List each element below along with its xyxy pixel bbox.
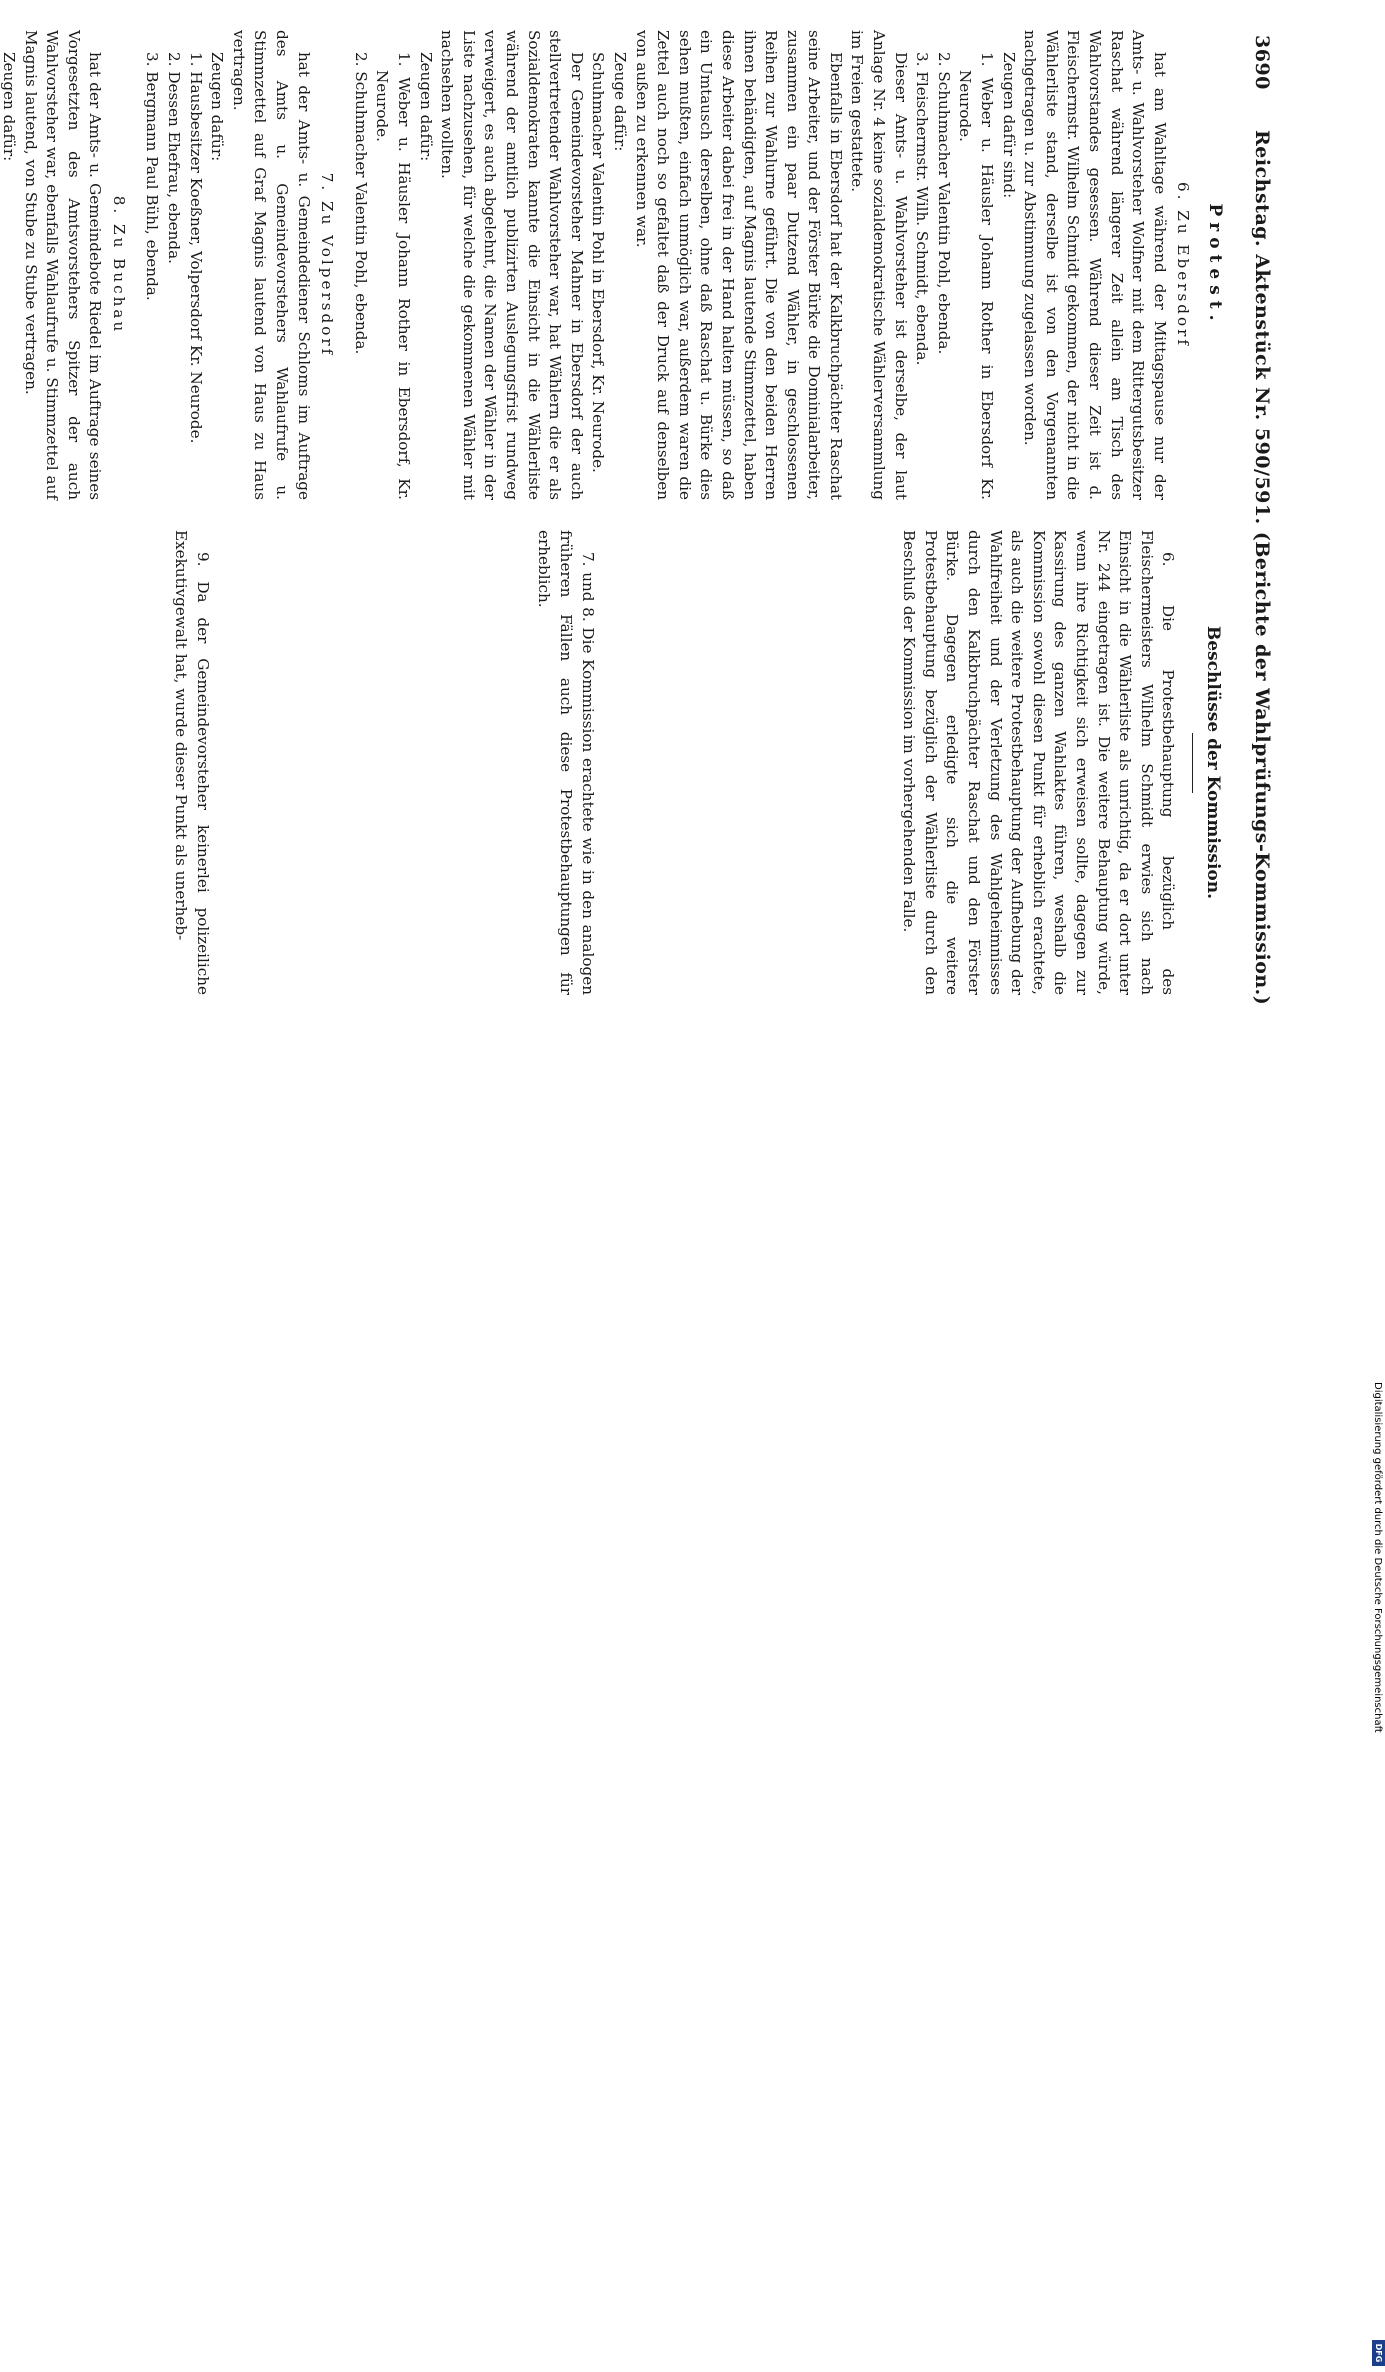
section-7-witness-3: 3. Bergmann Paul Bühl, ebenda. — [143, 52, 162, 301]
section-6-witness-3: 3. Fleischermstr. Wilh. Schmidt, ebenda. — [913, 52, 932, 366]
heading-rule — [1192, 733, 1193, 793]
section-6-heading: 6. Zu Ebersdorf — [1174, 181, 1193, 349]
footer-text: Digitalisierung gefördert durch die Deutsche Forschungsgemeinschaft — [1372, 1382, 1383, 1733]
decision-9: 9. Da der Gemeindevorsteher keinerlei polizeiliche Exekutivgewalt hat, wurde dieser Punkt als unerheb- — [172, 530, 212, 995]
section-6-witness-1: 1. Weber u. Häusler Johann Rother in Ebersdorf Kr. Neurode. — [956, 52, 997, 500]
section-6-witness-single: Schuhmacher Valentin Pohl in Ebersdorf, Kr. Neurode. — [589, 52, 608, 473]
section-6-witness-2: 2. Schuhmacher Valentin Pohl, ebenda. — [934, 52, 953, 355]
protest-column — [0, 30, 1233, 500]
commission-heading: Beschlüsse der Kommission. — [1203, 625, 1223, 900]
section-7-text: hat der Amts- u. Gemeindediener Schloms im Auftrage des Amts u. Gemeindevorstehers Wahlaufrufe u. Stimmzettel auf Graf Magnis lautend von Haus zu Haus vertragen. — [229, 30, 313, 500]
section-6-witness-3-2: 2. Schuhmacher Valentin Pohl, ebenda. — [351, 52, 370, 355]
section-6-extra-2: Ebenfalls in Ebersdorf hat der Kalkbruchpächter Raschat seine Arbeiter, und der Förster Bürke die Dominialarbeiter, zusammen ein paar Dutzend Wähler, in geschlossenen Reihen zur Wahlurne geführt. Die von den beiden Herren ihnen behändigten, auf Magnis lautende Stimmzettel, haben diese Arbeiter dabei frei in der Hand halten müssen, so daß ein Umtausch derselben, ohne daß Raschat u. Bürke dies sehen mußten, einfach unmöglich war, außerdem waren die Zettel auch noch so gefaltet daß der Druck auf denselben von außen zu erkennen war. — [632, 30, 845, 500]
page-number: 3690 — [1251, 35, 1273, 90]
digitization-footer — [1363, 1372, 1383, 2372]
commission-column — [170, 530, 1233, 995]
decision-6: 6. Die Protestbehauptung bezüglich des Fleischermeisters Wilhelm Schmidt erwies sich nach Einsicht in die Wählerliste als unrichtig, da er dort unter Nr. 244 eingetragen ist. Die weitere Behauptung würde, wenn ihre Richtigkeit sich erweisen sollte, dagegen zur Kassirung des ganzen Wahlaktes führen, weshalb die Kommission sowohl diesen Punkt für erheblich erachtete, als auch die weitere Protestbehauptung der Aufhebung der Wahlfreiheit und der Verletzung des Wahlgeheimnisses durch den Kalkbruchpächter Raschat und den Förster Bürke. Dagegen erledigte sich die weitere Protestbehauptung bezüglich der Wählerliste durch den Beschluß der Kommission im vorhergehenden Falle. — [900, 530, 1178, 995]
section-8-text: hat der Amts- u. Gemeindebote Riedel im Auftrage seines Vorgesetzten des Amtsvorstehers Spitzer der auch Wahlvorsteher war, ebenfalls Wahlaufrufe u. Stimmzettel auf Magnis lautend, von Stube zu Stube vertragen. — [21, 30, 105, 500]
section-7-witness-1: 1. Hausbesitzer Koeßner, Volpersdorf Kr. Neurode. — [186, 52, 205, 444]
section-7-witness-2: 2. Dessen Ehefrau, ebenda. — [165, 52, 184, 264]
page-header-title: Reichstag. Aktenstück Nr. 590/591. (Berichte der Wahlprüfungs-Kommission.) — [1251, 130, 1273, 1006]
dfg-logo: DFG — [1372, 2340, 1385, 2366]
section-8-witness-label: Zeugen dafür: — [0, 52, 18, 162]
section-7-heading: 7. Zu Volpersdorf — [318, 172, 337, 358]
section-8-heading: 8. Zu Buchau — [109, 195, 128, 335]
section-6-extra-1: Dieser Amts- u. Wahlvorsteher ist derselbe, der laut Anlage Nr. 4 keine sozialdemokratische Wählerversammlung im Freien gestattete. — [848, 30, 910, 500]
page-header — [1241, 35, 1281, 1006]
section-6-witness-3-1: 1. Weber u. Häusler Johann Rother in Ebersdorf, Kr. Neurode. — [373, 52, 414, 500]
section-6-text: hat am Wahltage während der Mittagspause nur der Amts- u. Wahlvorsteher Wolfner mit dem Rittergutsbesitzer Raschat während längerer Zeit allein am Tisch des Wahlvorstandes gesessen. Während dieser Zeit ist d. Fleischermstr. Wilhelm Schmidt gekommen, der nicht in die Wählerliste stand, derselbe ist von den Vorgenannten nachgetragen u. zur Abstimmung zugelassen worden. — [1021, 30, 1169, 500]
section-6-witness-label-2: Zeuge dafür: — [610, 52, 629, 152]
section-7-witness-label: Zeugen dafür: — [208, 52, 227, 162]
decision-7-8: 7. und 8. Die Kommission erachtete wie in den analogen früheren Fällen auch diese Protestbehauptungen für erheblich. — [535, 530, 597, 995]
section-6-witness-label: Zeugen dafür sind: — [999, 52, 1018, 199]
protest-title: Protest. — [1205, 203, 1225, 327]
section-6-extra-3: Der Gemeindevorsteher Mahner in Ebersdorf der auch stellvertretender Wahlvorsteher war, hat Wählern die er als Sozialdemokraten kannte die Einsicht in die Wählerliste während der amtlich publizirten Auslegungsfrist rundweg verweigert, es auch abgelehnt, die Namen der Wähler in der Liste nachzusehen, für welche die gekommenen Wähler mit nachsehen wollten. — [438, 30, 586, 500]
section-6-witness-label-3: Zeugen dafür: — [416, 52, 435, 162]
